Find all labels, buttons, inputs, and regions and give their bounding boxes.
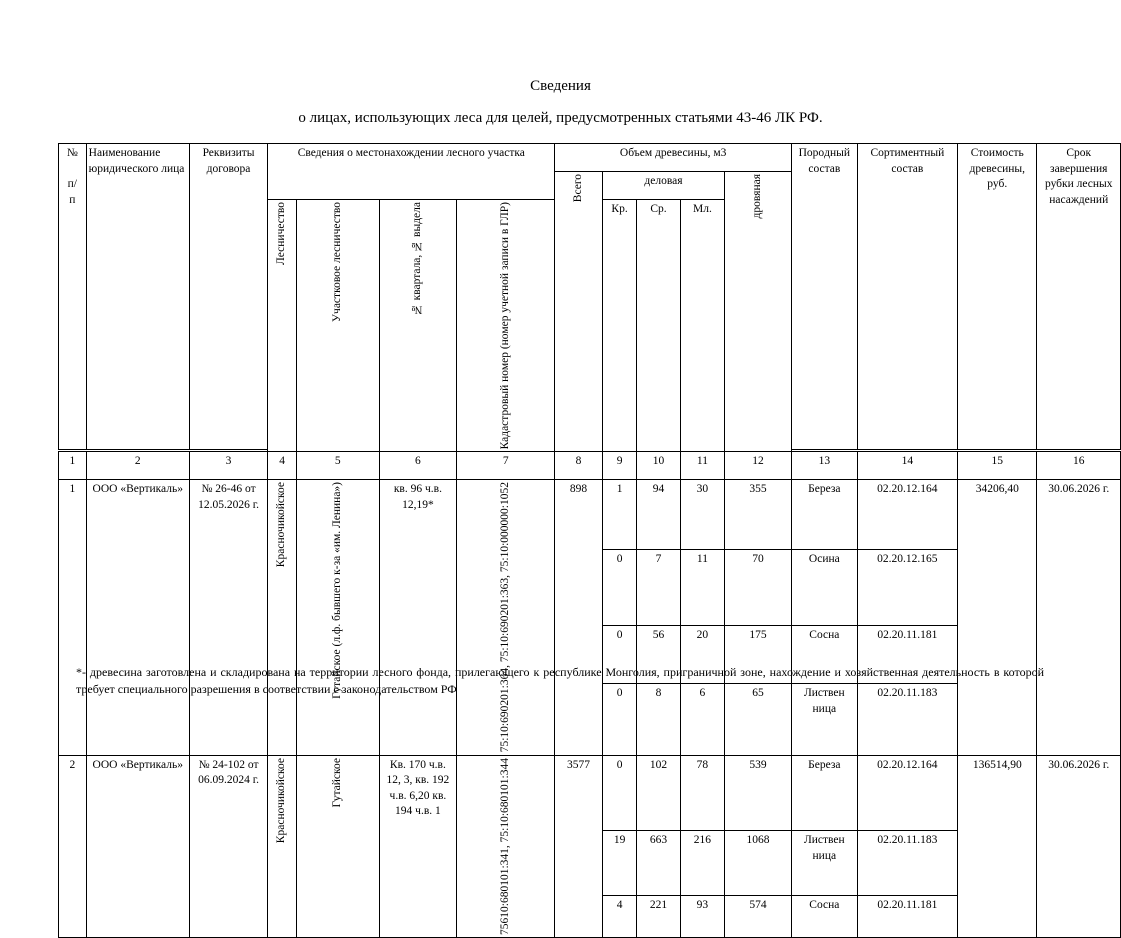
column-number: 10 — [637, 452, 680, 480]
record-cost: 34206,40 — [958, 480, 1037, 755]
header-small: Мл. — [680, 200, 724, 452]
cell-large: 0 — [602, 625, 637, 684]
cell-small: 93 — [680, 896, 724, 937]
cell-large: 0 — [602, 550, 637, 626]
column-number: 6 — [379, 452, 457, 480]
cell-medium: 8 — [637, 684, 680, 755]
cell-medium: 663 — [637, 831, 680, 896]
cell-medium: 94 — [637, 480, 680, 550]
cell-medium: 221 — [637, 896, 680, 937]
cell-assortment: 02.20.11.183 — [857, 831, 957, 896]
record-contract: № 26-46 от 12.05.2026 г. — [189, 480, 267, 755]
cell-small: 30 — [680, 480, 724, 550]
record-total: 898 — [555, 480, 602, 755]
record-num: 1 — [59, 480, 87, 755]
cell-small: 20 — [680, 625, 724, 684]
header-large: Кр. — [602, 200, 637, 452]
header-breed: Порoдный состав — [791, 144, 857, 450]
column-numbers-row — [59, 452, 1121, 480]
cell-breed: Сосна — [791, 625, 857, 684]
table-row — [59, 480, 1121, 550]
record-name: ООО «Вертикаль» — [86, 755, 189, 937]
header-business: деловая — [602, 172, 724, 200]
record-quarter: кв. 96 ч.в. 12,19* — [379, 480, 457, 755]
column-number: 13 — [791, 452, 857, 480]
cell-breed: Листвен ница — [791, 831, 857, 896]
column-number: 12 — [725, 452, 792, 480]
record-district: Гутайское — [296, 755, 379, 937]
header-num: № п/ п — [59, 144, 87, 450]
cell-small: 216 — [680, 831, 724, 896]
cell-small: 6 — [680, 684, 724, 755]
record-forestry: Красночикойское — [268, 755, 297, 937]
header-total: Всего — [555, 172, 602, 452]
record-deadline: 30.06.2026 г. — [1037, 755, 1121, 937]
header-location: Сведения о местонахождении лесного участка — [268, 144, 555, 200]
cell-breed: Береза — [791, 755, 857, 830]
cell-large: 1 — [602, 480, 637, 550]
cell-breed: Осина — [791, 550, 857, 626]
column-number: 15 — [958, 452, 1037, 480]
cell-firewood: 1068 — [725, 831, 792, 896]
column-number: 4 — [268, 452, 297, 480]
header-assortment: Сортиментный состав — [857, 144, 957, 450]
cell-small: 78 — [680, 755, 724, 830]
header-contract: Реквизиты договора — [189, 144, 267, 450]
column-number: 9 — [602, 452, 637, 480]
cell-small: 11 — [680, 550, 724, 626]
document-subtitle: о лицах, использующих леса для целей, предусмотренных статьями 43-46 ЛК РФ. — [298, 110, 823, 126]
header-volume: Объем древесины, м3 — [555, 144, 792, 172]
cell-firewood: 175 — [725, 625, 792, 684]
cell-firewood: 355 — [725, 480, 792, 550]
cell-assortment: 02.20.11.183 — [857, 684, 957, 755]
cell-assortment: 02.20.11.181 — [857, 896, 957, 937]
record-district: Гутайское (л.ф. бывшего к-за «им. Ленина») — [296, 480, 379, 755]
cell-breed: Сосна — [791, 896, 857, 937]
cell-breed: Береза — [791, 480, 857, 550]
column-number: 7 — [457, 452, 555, 480]
record-cadastral: 75:10:690201:364, 75:10:690201:363, 75:10:000000:1052 — [457, 480, 555, 755]
record-name: ООО «Вертикаль» — [86, 480, 189, 755]
cell-breed: Листвен ница — [791, 684, 857, 755]
cell-assortment: 02.20.11.181 — [857, 625, 957, 684]
cell-firewood: 539 — [725, 755, 792, 830]
cell-medium: 7 — [637, 550, 680, 626]
column-number: 1 — [59, 452, 87, 480]
record-cadastral: 75610:680101:341, 75:10:680101:344 — [457, 755, 555, 937]
header-cadastral: Кадастровый номер (номер учетной записи в ГЛР) — [457, 200, 555, 452]
record-cost: 136514,90 — [958, 755, 1037, 937]
column-number: 14 — [857, 452, 957, 480]
cell-large: 0 — [602, 755, 637, 830]
column-number: 2 — [86, 452, 189, 480]
record-num: 2 — [59, 755, 87, 937]
cell-firewood: 70 — [725, 550, 792, 626]
record-contract: № 24-102 от 06.09.2024 г. — [189, 755, 267, 937]
column-number: 16 — [1037, 452, 1121, 480]
record-deadline: 30.06.2026 г. — [1037, 480, 1121, 755]
column-number: 5 — [296, 452, 379, 480]
header-forestry: Лесничество — [268, 200, 297, 452]
cell-large: 19 — [602, 831, 637, 896]
forest-users-table — [58, 143, 1121, 938]
cell-assortment: 02.20.12.164 — [857, 755, 957, 830]
header-firewood: дровяная — [725, 172, 792, 452]
cell-assortment: 02.20.12.165 — [857, 550, 957, 626]
cell-large: 0 — [602, 684, 637, 755]
cell-assortment: 02.20.12.164 — [857, 480, 957, 550]
column-number: 11 — [680, 452, 724, 480]
column-number: 8 — [555, 452, 602, 480]
document-title: Сведения — [530, 78, 591, 94]
cell-medium: 102 — [637, 755, 680, 830]
record-total: 3577 — [555, 755, 602, 937]
header-medium: Ср. — [637, 200, 680, 452]
column-number: 3 — [189, 452, 267, 480]
cell-large: 4 — [602, 896, 637, 937]
cell-firewood: 65 — [725, 684, 792, 755]
header-district-forestry: Участковое лесничество — [296, 200, 379, 452]
header-cost: Стоимость древесины, руб. — [958, 144, 1037, 450]
record-forestry: Красночикойское — [268, 480, 297, 755]
cell-firewood: 574 — [725, 896, 792, 937]
record-quarter: Кв. 170 ч.в. 12, 3, кв. 192 ч.в. 6,20 кв. 194 ч.в. 1 — [379, 755, 457, 937]
header-name: Наименование юридического лица — [86, 144, 189, 450]
footnote: *- древесина заготовлена и складирована на территории лесного фонда, прилегающего к республике Монголия, приграничной зоне, нахождение и хозяйственная деятельность в которой требует специального разрешения в соответствии с законодательством РФ — [76, 665, 1044, 697]
header-quarter: № квартала, № выдела — [379, 200, 457, 452]
cell-medium: 56 — [637, 625, 680, 684]
header-deadline: Срок завершения рубки лесных насаждений — [1037, 144, 1121, 450]
